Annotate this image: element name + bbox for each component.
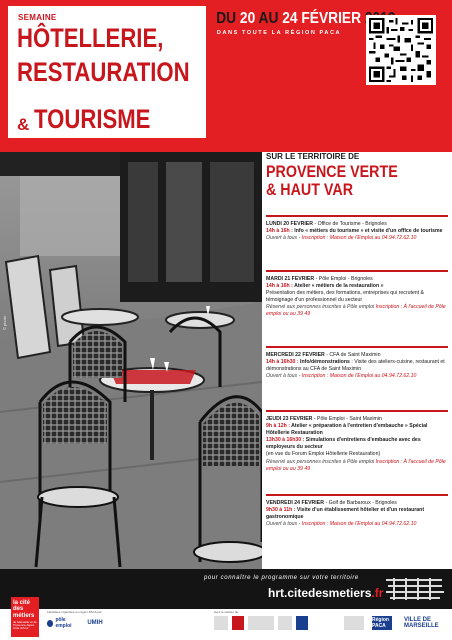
cite-logo-sub: de Marseille et de Provence-Alpes-Côte d'Azur [13,619,37,631]
pole-emploi-label: pôle emploi [55,617,72,629]
divider [266,270,448,272]
event-day: LUNDI 20 FÉVRIER [266,221,313,227]
website-link[interactable] [268,586,383,600]
event-access: Réservé aux personnes inscrites à Pôle emploi [266,304,376,311]
cite-des-metiers-logo[interactable] [11,597,39,637]
organiser-caption: Labellisée organisée en région PACA par [47,610,102,614]
event-title: Atelier « métiers de la restauration » [292,283,384,290]
website-strip [0,569,452,609]
programme-column [266,152,448,569]
cafe-terrace-photo [0,152,262,569]
event-day: MERCREDI 22 FÉVRIER [266,352,325,358]
event-place: - Golf de Barbaroux - Brignoles [323,500,397,506]
title-kicker: SEMAINE [18,13,57,22]
event-title-2: Simulations d'entretiens d'embauche avec des employeurs du secteur [266,437,421,451]
event-time: 14h à 16h : [266,228,293,235]
event-place: - Office de Tourisme - Brignoles [312,221,387,227]
region-paca-logo[interactable]: Région PACA [372,616,392,630]
event-description: : Visite des ateliers-cuisine, restaurant et démonstrations au CFA de Saint Maximin [266,359,445,373]
event-time: 9h30 à 11h : [266,507,296,514]
event-registration: Inscription : Maison de l'Emploi au 04.94.72.62.10 [301,373,417,380]
event-access: Ouvert à tous - [266,521,302,528]
title-line-hotellerie: HÔTELLERIE, [17,23,164,53]
event-time: 9h à 12h : [266,423,290,430]
event-access: Réservé aux personnes inscrites à Pôle emploi [266,458,376,465]
event-registration: Inscription : À l'accueil de Pôle emploi ou au 39 49 [266,304,446,318]
photo-credit: © photo [2,315,7,330]
territory-name-line2 [266,181,353,198]
divider [266,346,448,348]
partner-logo[interactable] [278,616,292,630]
event-access: Ouvert à tous - [266,235,302,242]
partner-logo[interactable] [248,616,274,630]
event-tuesday [266,276,448,319]
event-description: Présentation des métiers, des formations, entreprises qui recrutent & témoignage d'un professionnel du secteur [266,290,425,304]
title-line-tourisme: TOURISME [34,104,151,134]
chalk-scribble-icon [384,574,446,604]
territory-name-haut-var: HAUT VAR [280,180,354,199]
event-monday [266,221,448,242]
event-day: MARDI 21 FÉVRIER [266,276,315,282]
website-tld[interactable]: .fr [371,586,384,600]
pole-emploi-logo[interactable] [47,616,81,630]
dates-mid: AU [258,10,279,27]
qr-code[interactable] [366,15,436,85]
dates-day1: 20 [239,10,256,27]
event-place: - Pôle Emploi - Saint Maximin [312,416,382,422]
event-access: Ouvert à tous - [266,373,302,380]
title-ampersand: & [17,115,30,134]
event-thursday [266,416,448,473]
divider [266,494,448,496]
partner-logo[interactable] [296,616,308,630]
support-caption: avec le soutien de [214,610,239,614]
divider [266,215,448,217]
event-description: (en vue du Forum Emploi Hôtellerie Restauration) [266,451,381,458]
title-line-restauration: RESTAURATION [17,57,190,87]
event-registration: Inscription : Maison de l'Emploi au 04.94.72.62.10 [301,521,417,528]
website-url[interactable]: hrt.citedesmetiers [268,586,372,600]
event-title: Info « métiers du tourisme » et visite d'un office de tourisme [292,228,443,235]
event-dates [216,10,362,27]
territory-name-line1: PROVENCE VERTE [266,162,398,181]
umih-logo[interactable]: UMIH [87,620,103,626]
cite-logo-text: la cité des métiers [13,600,35,619]
event-title: Visite d'un établissement hôtelier et d'un restaurant gastronomique [266,507,425,521]
event-time: 14h à 16h30 : [266,359,299,366]
event-time: 14h à 16h : [266,283,293,290]
pole-emploi-dot-icon [47,620,53,627]
event-friday [266,500,448,528]
event-title: Info/démonstrations [298,359,350,366]
dates-day2: 24 FÉVRIER [282,10,362,27]
event-registration: Inscription : Maison de l'Emploi au 04.94.72.62.10 [301,235,417,242]
partner-logo[interactable] [344,616,364,630]
event-registration: Inscription : À l'accueil de Pôle emploi ou au 39 49 [266,458,446,472]
partner-logo[interactable] [214,616,228,630]
partner-logo[interactable] [232,616,244,630]
event-place: - CFA de Saint Maximin [324,352,381,358]
dates-prefix: DU [216,10,237,27]
event-wednesday [266,352,448,380]
event-day: JEUDI 23 FÉVRIER [266,416,313,422]
event-day: VENDREDI 24 FÉVRIER [266,500,324,506]
programme-callout: pour connaître le programme sur votre territoire [204,575,359,581]
header-banner [0,0,452,152]
event-time-2: 13h30 à 16h30 : [266,437,305,444]
event-place: - Pôle Emploi - Brignoles [314,276,373,282]
partner-logos [0,600,452,640]
territory-ampersand: & [266,180,277,199]
event-title: Atelier « préparation à l'entretien d'embauche » Spécial Hôtellerie Restauration [266,423,428,437]
region-line: DANS TOUTE LA RÉGION PACA [216,30,342,36]
divider [266,410,448,412]
ville-de-marseille-logo[interactable]: VILLE DE MARSEILLE [404,617,439,629]
territory-kicker: SUR LE TERRITOIRE DE [266,152,360,161]
